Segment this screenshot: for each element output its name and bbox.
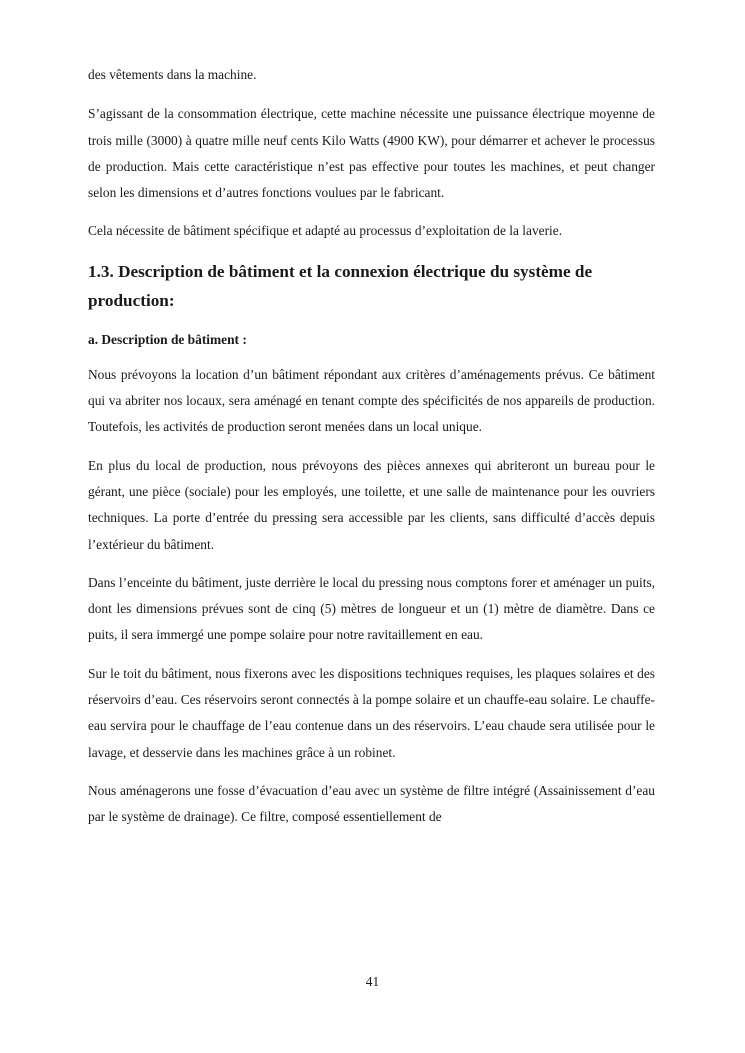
paragraph-drainage: Nous aménagerons une fosse d’évacuation d’eau avec un système de filtre intégré (Assainissement d’eau par le système de drainage). Ce filtre, composé essentiellement de bbox=[88, 782, 655, 825]
document-page bbox=[88, 62, 655, 831]
page-number: 41 bbox=[365, 974, 380, 989]
paragraph-annex-rooms: En plus du local de production, nous prévoyons des pièces annexes qui abriteront un bureau pour le gérant, une pièce (sociale) pour les employés, une toilette, et une salle de maintenance pour les ouvriers techniques. La porte d’entrée du pressing sera accessible par les clients, sans difficulté d’accès depuis l’extérieur du bâtiment. bbox=[88, 457, 655, 552]
paragraph-electrical-consumption: S’agissant de la consommation électrique, cette machine nécessite une puissance électrique moyenne de trois mille (3000) à quatre mille neuf cents Kilo Watts (4900 KW), pour démarrer et achever le processus de production. Mais cette caractéristique n’est pas effective pour toutes les machines, et peut changer selon les dimensions et d’autres fonctions voulues par le fabricant. bbox=[88, 106, 655, 201]
paragraph-building-rental: Nous prévoyons la location d’un bâtiment répondant aux critères d’aménagements prévus. Ce bâtiment qui va abriter nos locaux, sera aménagé en tenant compte des spécificités de nos appareils de production. Toutefois, les activités de production seront menées dans un local unique. bbox=[88, 366, 655, 435]
paragraph-roof-solar: Sur le toit du bâtiment, nous fixerons avec les dispositions techniques requises, les plaques solaires et des réservoirs d’eau. Ces réservoirs seront connectés à la pompe solaire et un chauffe-eau solaire. Le chauffe-eau servira pour le chauffage de l’eau contenue dans un des réservoirs. L’eau chaude sera utilisée pour le lavage, et desservie dans les machines grâce à un robinet. bbox=[88, 665, 655, 760]
paragraph-continuation: des vêtements dans la machine. bbox=[88, 67, 257, 82]
section-heading: 1.3. Description de bâtiment et la connexion électrique du système de production: bbox=[88, 261, 593, 310]
subsection-heading: a. Description de bâtiment : bbox=[88, 331, 247, 347]
paragraph-well: Dans l’enceinte du bâtiment, juste derrière le local du pressing nous comptons forer et aménager un puits, dont les dimensions prévues sont de cinq (5) mètres de longueur et un (1) mètre de diamètre. Dans ce puits, il sera immergé une pompe solaire pour notre ravitaillement en eau. bbox=[88, 574, 655, 643]
paragraph-building-need: Cela nécessite de bâtiment spécifique et adapté au processus d’exploitation de la laverie. bbox=[88, 223, 563, 239]
